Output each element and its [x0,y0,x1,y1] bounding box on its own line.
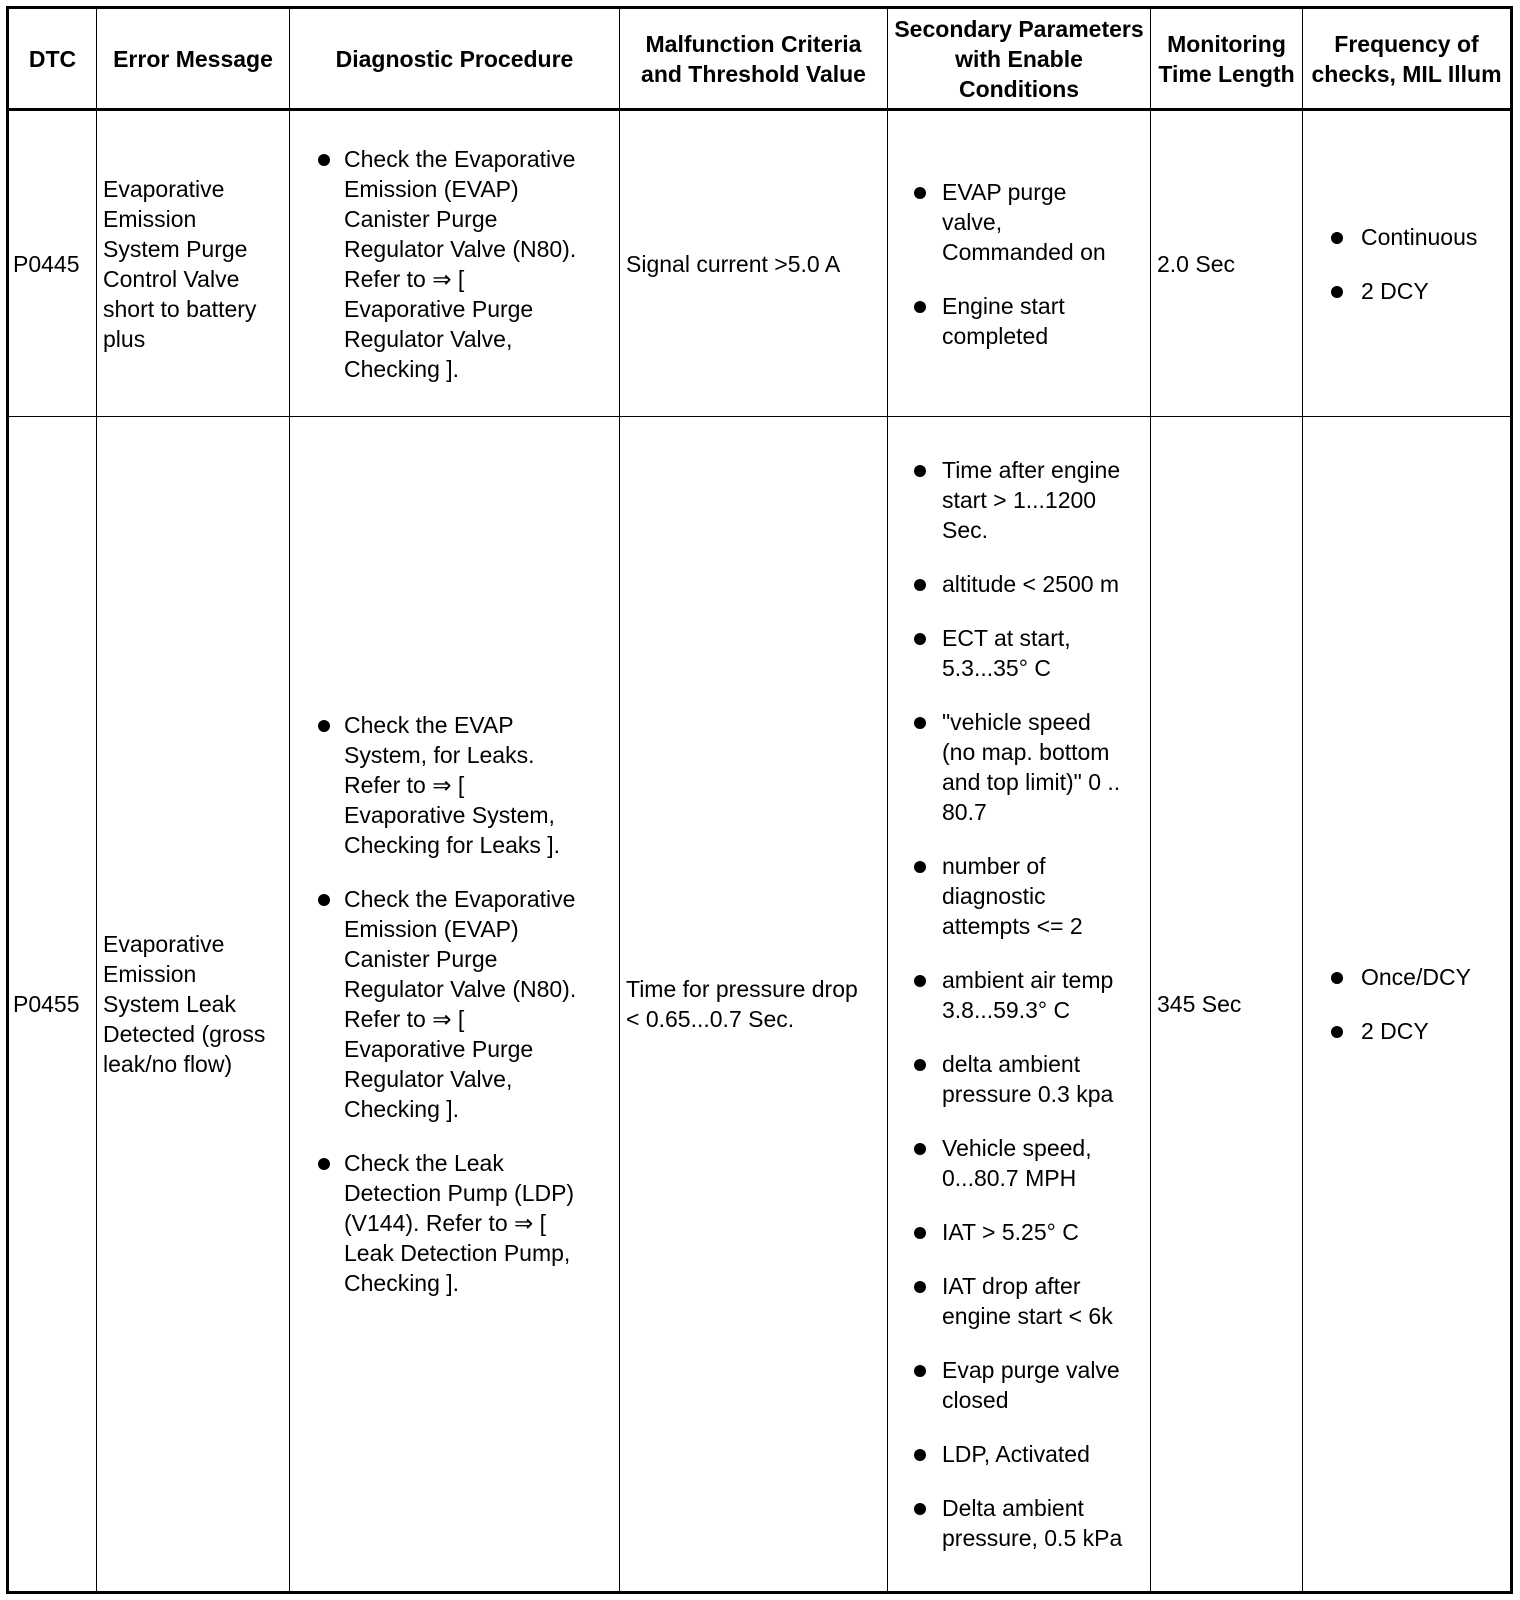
monitoring-time: 345 Sec [1151,417,1303,1593]
list-item: Time after engine start > 1...1200 Sec. [894,455,1144,545]
header-dtc: DTC [8,8,97,110]
frequency [1303,110,1512,417]
list-item: Check the Evaporative Emission (EVAP) Canister Purge Regulator Valve (N80). Refer to ⇒ [ Evaporative Purge Regulator Valve, Checking ]. [296,884,613,1124]
secondary-parameters [888,417,1151,1593]
list-item: IAT > 5.25° C [894,1217,1144,1247]
malfunction-criteria: Time for pressure drop < 0.65...0.7 Sec. [620,417,888,1593]
list-item: Continuous [1309,222,1504,252]
error-message: Evaporative Emission System Purge Control Valve short to battery plus [97,110,290,417]
dtc-table [6,6,1513,1594]
header-monitoring-time: Monitoring Time Length [1151,8,1303,110]
header-secondary-parameters: Secondary Parameters with Enable Conditions [888,8,1151,110]
frequency [1303,417,1512,1593]
dtc-code: P0455 [8,417,97,1593]
list-item: LDP, Activated [894,1439,1144,1469]
list-item: Delta ambient pressure, 0.5 kPa [894,1493,1144,1553]
secondary-parameters [888,110,1151,417]
malfunction-criteria: Signal current >5.0 A [620,110,888,417]
header-frequency: Frequency of checks, MIL Illum [1303,8,1512,110]
header-error-message: Error Message [97,8,290,110]
list-item: number of diagnostic attempts <= 2 [894,851,1144,941]
list-item: IAT drop after engine start < 6k [894,1271,1144,1331]
header-malfunction-criteria: Malfunction Criteria and Threshold Value [620,8,888,110]
list-item: "vehicle speed (no map. bottom and top limit)" 0 .. 80.7 [894,707,1144,827]
dtc-code: P0445 [8,110,97,417]
list-item: delta ambient pressure 0.3 kpa [894,1049,1144,1109]
list-item: Check the EVAP System, for Leaks. Refer to ⇒ [ Evaporative System, Checking for Leaks ]. [296,710,613,860]
table-row [8,417,1512,1593]
list-item: 2 DCY [1309,276,1504,306]
list-item: Vehicle speed, 0...80.7 MPH [894,1133,1144,1193]
list-item: Once/DCY [1309,962,1504,992]
table-row [8,110,1512,417]
header-row [8,8,1512,110]
list-item: EVAP purge valve, Commanded on [894,177,1144,267]
diagnostic-procedure [290,417,620,1593]
list-item: altitude < 2500 m [894,569,1144,599]
list-item: Check the Leak Detection Pump (LDP) (V144). Refer to ⇒ [ Leak Detection Pump, Checking ]. [296,1148,613,1298]
error-message: Evaporative Emission System Leak Detected (gross leak/no flow) [97,417,290,1593]
list-item: Evap purge valve closed [894,1355,1144,1415]
list-item: Engine start completed [894,291,1144,351]
list-item: ECT at start, 5.3...35° C [894,623,1144,683]
list-item: 2 DCY [1309,1016,1504,1046]
list-item: Check the Evaporative Emission (EVAP) Canister Purge Regulator Valve (N80). Refer to ⇒ [ Evaporative Purge Regulator Valve, Checking ]. [296,144,613,384]
list-item: ambient air temp 3.8...59.3° C [894,965,1144,1025]
diagnostic-procedure [290,110,620,417]
header-diagnostic-procedure: Diagnostic Procedure [290,8,620,110]
monitoring-time: 2.0 Sec [1151,110,1303,417]
